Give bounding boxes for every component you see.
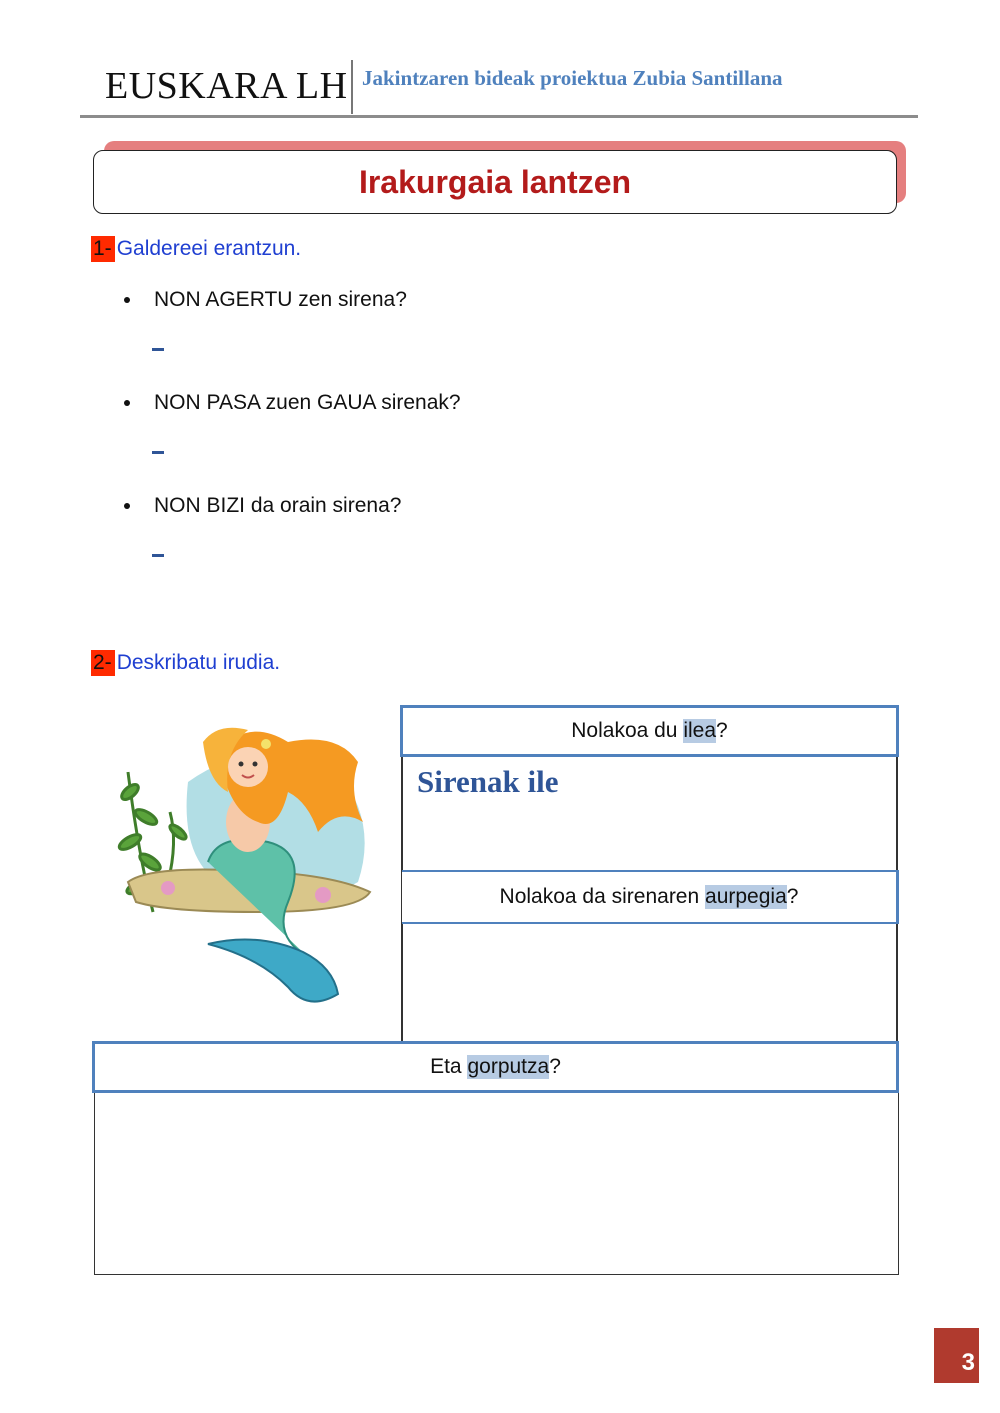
question-3	[120, 494, 401, 518]
section-1-number: 1-	[91, 236, 115, 262]
section-2-text: Deskribatu irudia.	[116, 651, 281, 674]
answer-2-field[interactable]	[152, 451, 164, 454]
bullet-icon	[124, 400, 130, 406]
question-2-text: NON PASA zuen GAUA sirenak?	[154, 391, 461, 414]
bullet-icon	[124, 297, 130, 303]
page-number-underline	[934, 1381, 979, 1383]
bullet-icon	[124, 503, 130, 509]
title-banner	[93, 150, 897, 214]
section-1-text: Galdereei erantzun.	[116, 237, 302, 260]
face-question-cell	[402, 870, 899, 924]
page-number: 3	[961, 1349, 975, 1376]
hair-keyword: ilea	[683, 719, 717, 742]
body-question-pre: Eta	[430, 1055, 462, 1078]
project-subtitle: Jakintzaren bideak proiektua Zubia Santillana	[362, 66, 783, 90]
question-1	[120, 288, 407, 312]
body-question-cell	[92, 1041, 899, 1093]
face-question-post: ?	[786, 885, 799, 908]
mermaid-illustration	[108, 712, 388, 1012]
page-number-badge	[934, 1328, 979, 1381]
hair-question-post: ?	[716, 719, 728, 742]
section-2-heading	[91, 650, 280, 676]
header-separator	[351, 60, 353, 114]
answer-3-field[interactable]	[152, 554, 164, 557]
hair-question-cell	[400, 705, 899, 757]
body-answer-area[interactable]	[94, 1093, 899, 1275]
face-keyword: aurpegia	[705, 885, 787, 908]
banner-title: Irakurgaia lantzen	[358, 163, 632, 200]
face-question-pre: Nolakoa da sirenaren	[499, 885, 700, 908]
answer-1-field[interactable]	[152, 348, 164, 351]
question-1-text: NON AGERTU zen sirena?	[154, 288, 407, 311]
section-1-heading	[91, 236, 301, 262]
hair-answer-text[interactable]: Sirenak ile	[417, 764, 559, 799]
header-rule	[80, 115, 918, 118]
body-question-post: ?	[549, 1055, 561, 1078]
question-2	[120, 391, 461, 415]
section-2-number: 2-	[91, 650, 115, 676]
body-keyword: gorputza	[467, 1055, 550, 1078]
subject-title: EUSKARA LH	[105, 65, 348, 107]
question-3-text: NON BIZI da orain sirena?	[154, 494, 402, 517]
hair-question-pre: Nolakoa du	[571, 719, 678, 742]
